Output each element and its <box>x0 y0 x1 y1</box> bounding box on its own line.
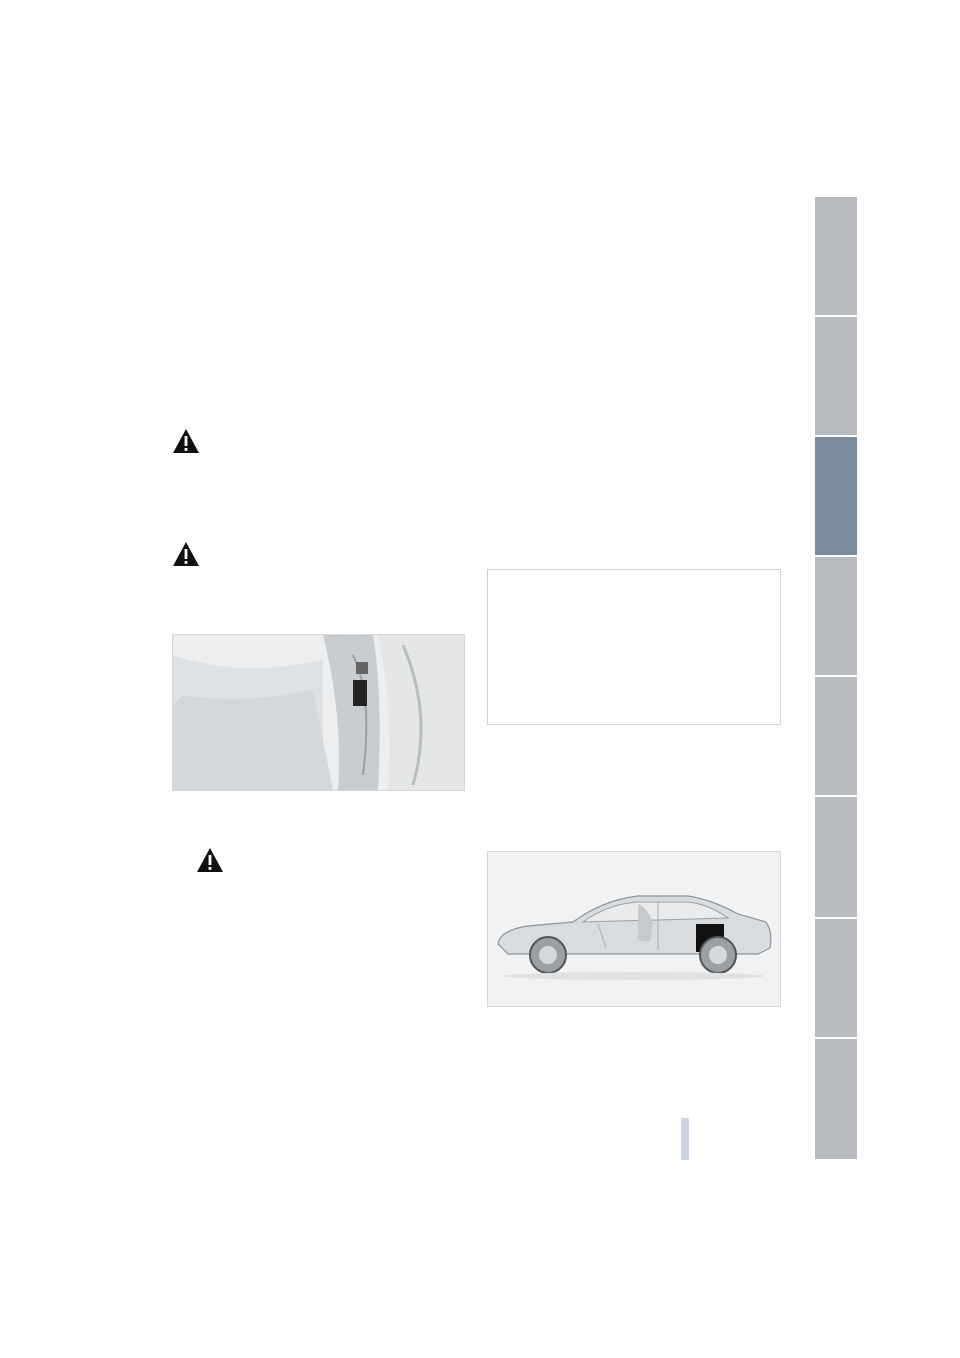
sidebar-tab-navigation[interactable] <box>815 557 857 675</box>
step-3 <box>172 993 464 1029</box>
sidebar-tab-communications[interactable] <box>815 797 857 917</box>
sidebar-tab-controls[interactable] <box>815 317 857 435</box>
sidebar-tab-reference[interactable] <box>815 1039 857 1159</box>
step-6 <box>487 419 782 525</box>
step-2 <box>172 935 464 989</box>
car-side-illustration <box>488 852 780 1006</box>
door-jamb-illustration <box>173 635 464 790</box>
load-figure <box>487 569 781 725</box>
door-placard-figure <box>172 634 465 791</box>
step-5 <box>487 323 782 413</box>
warning-triangle-icon <box>196 847 224 873</box>
warning-triangle-icon <box>172 428 200 454</box>
bullet-item <box>487 1076 782 1094</box>
step-1 <box>172 801 464 837</box>
bullet-item <box>487 1017 782 1071</box>
sidebar-tab-mobility[interactable] <box>815 919 857 1037</box>
sidebar-tab-at-a-glance[interactable] <box>815 197 857 315</box>
sidebar-tab-driving-tips[interactable] <box>815 437 857 555</box>
load-diagram <box>488 570 780 724</box>
page-marker-bar <box>681 1118 689 1160</box>
sidebar-tab-entertainment[interactable] <box>815 677 857 795</box>
car-cargo-figure <box>487 851 781 1007</box>
step-4 <box>172 1033 464 1087</box>
warning-triangle-icon <box>172 541 200 567</box>
